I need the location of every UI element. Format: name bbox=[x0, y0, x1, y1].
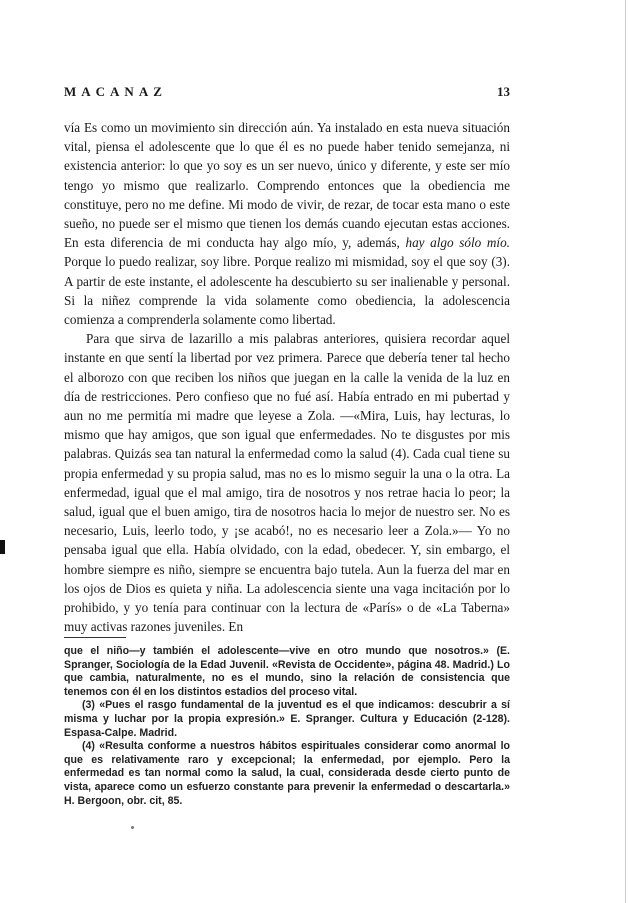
paragraph-1-italic: hay algo sólo mío. bbox=[405, 235, 510, 251]
paragraph-1-text: vía Es como un movimiento sin dirección aún. Ya instalado en esta nueva situación vital, piensa el adolescente que lo que él es no puede haber tenido semejanza, ni existencia anterior: lo que yo soy es un ser nuevo, único y diferente, y este ser mío tengo yo mismo que realizarlo. Comprendo entonces que la obediencia me constituye, pero no me define. Mi modo de vivir, de rezar, de tocar esta mano o este sueño, no puede ser el mismo que tienen los demás cuando ejecutan estas acciones. En esta diferencia de mi conducta hay algo mío, y, además, bbox=[64, 120, 510, 251]
page-number: 13 bbox=[497, 84, 510, 99]
page-header bbox=[64, 84, 510, 104]
footnote-rule bbox=[64, 637, 126, 638]
paragraph-2: Para que sirva de lazarillo a mis palabras anteriores, quisiera recordar aquel instante en que sentí la libertad por vez primera. Parece que debería tener tal hecho el alborozo con que reciben los niños que juegan en la calle la venida de la luz en día de restricciones. Pero confieso que no fué así. Había entrado en mi pubertad y aun no me permitía mi madre que leyese a Zola. —«Mira, Luis, hay lecturas, lo mismo que hay amigos, que son igual que enfermedades. No te disgustes por mis palabras. Quizás sea tan natural la enfermedad como la salud (4). Cada cual tiene su propia enfermedad y su propia salud, mas no es lo mismo seguir la una o la otra. La enfermedad, igual que el mal amigo, tira de nosotros y nos retrae hacia lo peor; la salud, igual que el buen amigo, tira de nosotros hacia lo mejor de nuestro ser. No es necesario, Luis, leerlo todo, y ¡se acabó!, no es necesario leer a Zola.»— Yo no pensaba igual que ella. Había olvidado, con la edad, obedecer. Y, sin embargo, el hombre siempre es niño, siempre se encuentra bajo tutela. Aun la fuerza del mar en los ojos de Dios es quieta y niña. La adolescencia siente una vaga incitación por lo prohibido, y yo tenía para continuar con la lectura de «París» o de «La Taberna» muy activas razones juveniles. En bbox=[64, 331, 510, 635]
body-text bbox=[64, 118, 510, 636]
footnote-continuation: que el niño—y también el adolescente—vive en otro mundo que nosotros.» (E. Spranger, Sociología de la Edad Juvenil. «Revista de Occidente», página 48. Madrid.) Lo que cambia, naturalmente, no es el mundo, sino la relación de consistencia que tenemos con él en los distintos estadios del proceso vital. bbox=[64, 645, 510, 698]
ink-dot bbox=[131, 826, 134, 829]
running-head: MACANAZ bbox=[64, 84, 167, 99]
footnote-4: (4) «Resulta conforme a nuestros hábitos espirituales considerar como anormal lo que es relativamente raro y excepcional; la enfermedad, por ejemplo. Pero la enfermedad es tan normal como la salud, la cual, considerada desde cierto punto de vista, aparece como un esfuerzo constante para prevenir la enfermedad o descartarla.» H. Bergoon, obr. cit, 85. bbox=[64, 740, 510, 807]
footnote-3: (3) «Pues el rasgo fundamental de la juventud es el que indicamos: descubrir a sí misma y luchar por la propia expresión.» E. Spranger. Cultura y Educación (2-128). Espasa-Calpe. Madrid. bbox=[64, 699, 510, 739]
paragraph-1 bbox=[64, 118, 510, 329]
paragraph-1-end: Porque lo puedo realizar, soy libre. Porque realizo mi mismidad, soy el que soy (3). A partir de este instante, el adolescente ha descubierto su ser inalienable y personal. Si la niñez comprende la vida solamente como obediencia, la adolescencia comienza a comprenderla solamente como libertad. bbox=[64, 254, 510, 328]
footnotes bbox=[64, 645, 510, 808]
page-edge bbox=[625, 0, 626, 903]
margin-mark bbox=[0, 540, 5, 554]
